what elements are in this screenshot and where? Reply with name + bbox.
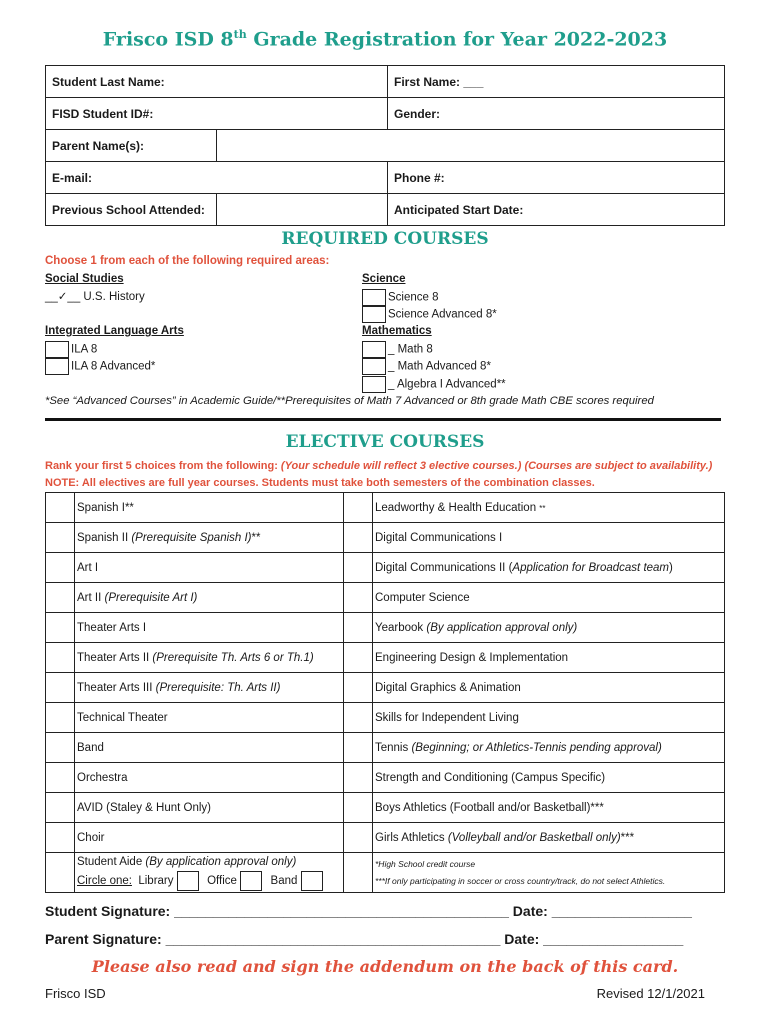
table-row <box>46 523 725 553</box>
elective-instruction: Rank your first 5 choices from the following: (Your schedule will reflect 3 elective courses.) (Courses are subject to availability.) NOTE: All electives are full year courses. Students must take both semesters of the combination classes. <box>45 460 713 489</box>
section-divider <box>45 418 721 421</box>
rank-box[interactable] <box>344 703 373 733</box>
left-course: Art II (Prerequisite Art I) <box>75 583 344 613</box>
phone-field[interactable]: Phone #: <box>388 162 725 194</box>
parent-signature-line[interactable]: Parent Signature: ___________________________________________ Date: __________________ <box>45 931 684 947</box>
checkbox[interactable] <box>362 306 386 323</box>
table-row <box>46 823 725 853</box>
right-course: Tennis (Beginning; or Athletics-Tennis pending approval) <box>373 733 725 763</box>
rank-box[interactable] <box>344 853 373 893</box>
footnotes-cell: *High School credit course ***If only participating in soccer or cross country/track, do not select Athletics. <box>373 853 725 893</box>
rank-box[interactable] <box>46 673 75 703</box>
student-signature-line[interactable]: Student Signature: ___________________________________________ Date: __________________ <box>45 903 692 919</box>
social-studies-title: Social Studies <box>45 273 124 285</box>
checkbox[interactable] <box>45 341 69 358</box>
checkbox[interactable] <box>362 341 386 358</box>
footer-right: Revised 12/1/2021 <box>596 986 705 1001</box>
rank-box[interactable] <box>344 613 373 643</box>
checkbox[interactable] <box>362 376 386 393</box>
rank-box[interactable] <box>46 703 75 733</box>
addendum-note: Please also read and sign the addendum on the back of this card. <box>91 957 679 976</box>
left-course: Spanish II (Prerequisite Spanish I)** <box>75 523 344 553</box>
required-courses-heading: REQUIRED COURSES <box>281 229 489 249</box>
left-course: Choir <box>75 823 344 853</box>
table-row <box>46 583 725 613</box>
rank-box[interactable] <box>344 553 373 583</box>
email-field[interactable]: E-mail: <box>46 162 388 194</box>
last-name-field[interactable]: Student Last Name: <box>46 66 388 98</box>
table-row <box>46 553 725 583</box>
table-row <box>46 793 725 823</box>
left-course: Theater Arts I <box>75 613 344 643</box>
left-course: Band <box>75 733 344 763</box>
rank-box[interactable] <box>46 613 75 643</box>
us-history-option[interactable]: __✓__ U.S. History <box>45 291 145 303</box>
left-course: Theater Arts II (Prerequisite Th. Arts 6 or Th.1) <box>75 643 344 673</box>
parent-names-field[interactable] <box>217 130 725 162</box>
ila-adv-option[interactable]: ILA 8 Advanced* <box>45 358 155 375</box>
right-course: Skills for Independent Living <box>373 703 725 733</box>
rank-box[interactable] <box>46 733 75 763</box>
left-course: AVID (Staley & Hunt Only) <box>75 793 344 823</box>
required-instruction: Choose 1 from each of the following required areas: <box>45 255 330 267</box>
aide-office[interactable]: Office <box>207 875 237 888</box>
required-note: *See “Advanced Courses” in Academic Guide/**Prerequisites of Math 7 Advanced or 8th grade Math CBE scores required <box>45 395 654 407</box>
algebra-option[interactable]: _ Algebra I Advanced** <box>362 376 506 393</box>
right-course: Strength and Conditioning (Campus Specific) <box>373 763 725 793</box>
table-row <box>46 733 725 763</box>
check-icon: __✓__ <box>45 291 81 303</box>
left-course: Art I <box>75 553 344 583</box>
table-row <box>46 763 725 793</box>
form-title: Frisco ISD 8th Grade Registration for Year 2022-2023 <box>102 28 668 51</box>
right-course: Computer Science <box>373 583 725 613</box>
table-row <box>46 493 725 523</box>
aide-library[interactable]: Library <box>138 875 174 888</box>
rank-box[interactable] <box>344 583 373 613</box>
rank-box[interactable] <box>46 793 75 823</box>
right-course: Digital Graphics & Animation <box>373 673 725 703</box>
checkbox[interactable] <box>240 871 262 891</box>
rank-box[interactable] <box>46 553 75 583</box>
rank-box[interactable] <box>344 733 373 763</box>
left-course: Orchestra <box>75 763 344 793</box>
rank-box[interactable] <box>344 673 373 703</box>
aide-band[interactable]: Band <box>270 875 298 888</box>
checkbox[interactable] <box>45 358 69 375</box>
elective-courses-heading: ELECTIVE COURSES <box>285 432 485 452</box>
rank-box[interactable] <box>46 763 75 793</box>
previous-school-label: Previous School Attended: <box>46 194 217 226</box>
right-course: Digital Communications II (Application for Broadcast team) <box>373 553 725 583</box>
rank-box[interactable] <box>46 823 75 853</box>
student-id-field[interactable]: FISD Student ID#: <box>46 98 388 130</box>
ila-title: Integrated Language Arts <box>45 325 184 337</box>
previous-school-field[interactable] <box>217 194 388 226</box>
start-date-field[interactable]: Anticipated Start Date: <box>388 194 725 226</box>
right-course: Boys Athletics (Football and/or Basketball)*** <box>373 793 725 823</box>
science-adv-option[interactable]: Science Advanced 8* <box>362 306 497 323</box>
rank-box[interactable] <box>46 583 75 613</box>
rank-box[interactable] <box>46 853 75 893</box>
rank-box[interactable] <box>344 793 373 823</box>
rank-box[interactable] <box>46 643 75 673</box>
right-course: Leadworthy & Health Education ** <box>373 493 725 523</box>
right-course: Yearbook (By application approval only) <box>373 613 725 643</box>
rank-box[interactable] <box>46 493 75 523</box>
footer-left: Frisco ISD <box>45 986 106 1001</box>
table-row <box>46 643 725 673</box>
parent-names-label: Parent Name(s): <box>46 130 217 162</box>
left-course: Spanish I** <box>75 493 344 523</box>
ila-8-option[interactable]: ILA 8 <box>45 341 97 358</box>
elective-table <box>45 492 725 893</box>
left-course: Theater Arts III (Prerequisite: Th. Arts II) <box>75 673 344 703</box>
table-row <box>46 703 725 733</box>
rank-box[interactable] <box>344 523 373 553</box>
science-8-option[interactable]: Science 8 <box>362 289 439 306</box>
left-course: Technical Theater <box>75 703 344 733</box>
rank-box[interactable] <box>344 763 373 793</box>
student-info-table <box>45 65 725 226</box>
first-name-field[interactable]: First Name: ___ <box>388 66 725 98</box>
right-course: Digital Communications I <box>373 523 725 553</box>
gender-field[interactable]: Gender: <box>388 98 725 130</box>
rank-box[interactable] <box>46 523 75 553</box>
math-adv-option[interactable]: _ Math Advanced 8* <box>362 358 491 375</box>
student-aide-cell: Student Aide (By application approval only) Circle one: Library Office Band <box>75 853 344 893</box>
right-course: Girls Athletics (Volleyball and/or Basketball only)*** <box>373 823 725 853</box>
table-row <box>46 673 725 703</box>
table-row <box>46 613 725 643</box>
rank-box[interactable] <box>344 823 373 853</box>
rank-box[interactable] <box>344 493 373 523</box>
right-course: Engineering Design & Implementation <box>373 643 725 673</box>
math-title: Mathematics <box>362 325 432 337</box>
checkbox[interactable] <box>301 871 323 891</box>
math-8-option[interactable]: _ Math 8 <box>362 341 433 358</box>
checkbox[interactable] <box>177 871 199 891</box>
checkbox[interactable] <box>362 358 386 375</box>
checkbox[interactable] <box>362 289 386 306</box>
science-title: Science <box>362 273 406 285</box>
rank-box[interactable] <box>344 643 373 673</box>
